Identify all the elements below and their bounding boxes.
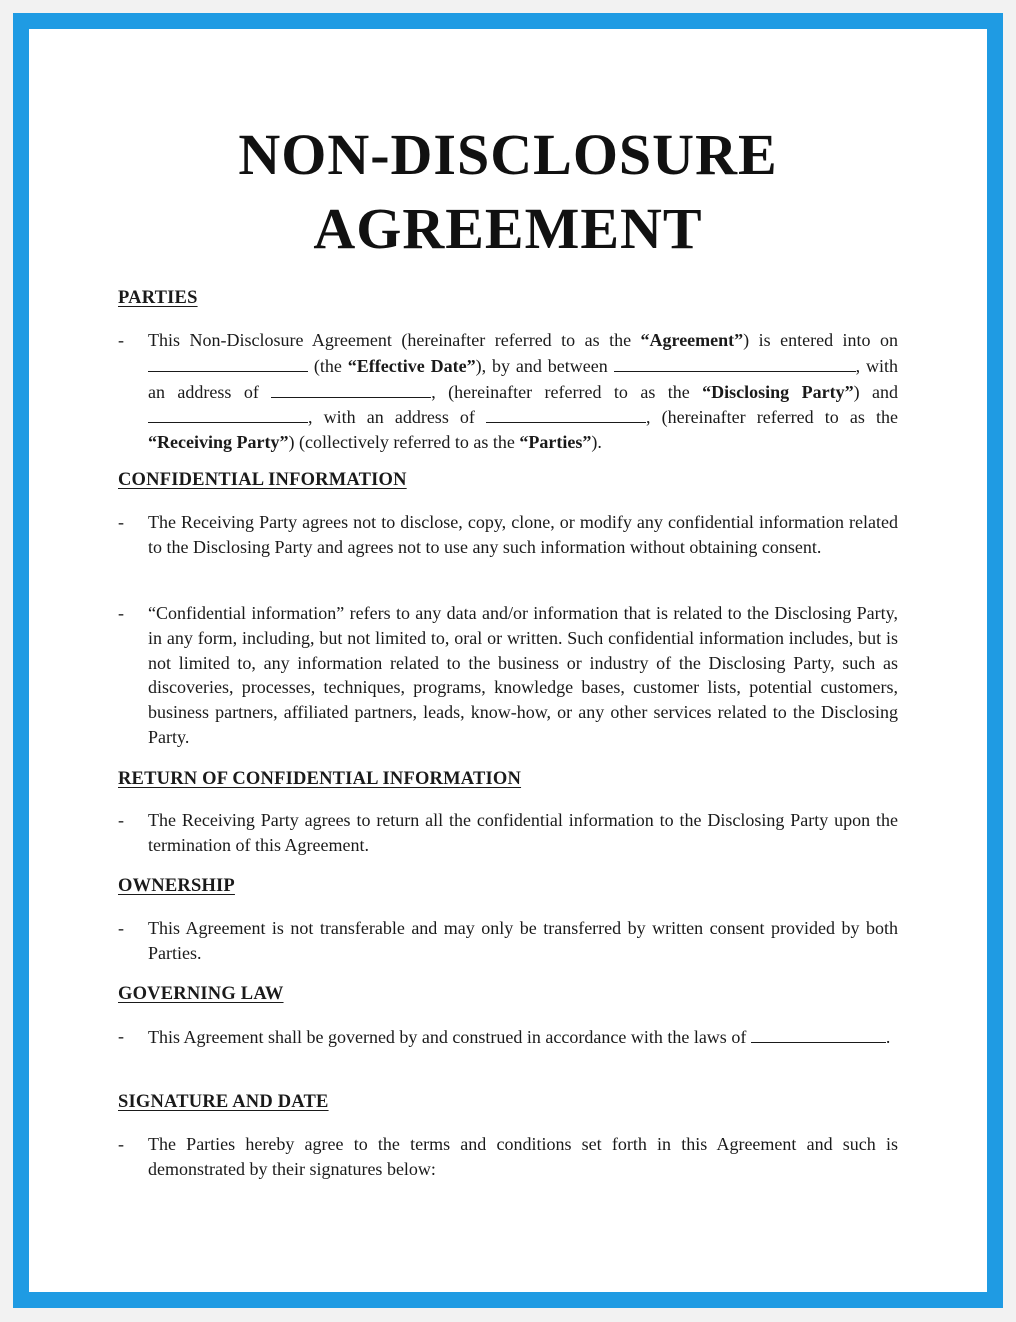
heading-ownership: OWNERSHIP [118, 876, 235, 896]
ownership-text: This Agreement is not transferable and may only be transferred by written consent provided by both Parties. [148, 918, 898, 963]
text-run: ), by and between [475, 355, 614, 376]
text-run: ). [591, 432, 602, 453]
text-run: , with an address of [308, 407, 487, 428]
blank-effective-date[interactable] [148, 353, 308, 372]
bullet-dash: - [118, 918, 124, 938]
term-receiving-party: “Receiving Party” [148, 432, 289, 453]
document-title [0, 118, 1016, 266]
governing-paragraph [118, 1024, 898, 1050]
text-run: . [885, 1027, 891, 1047]
heading-signature: SIGNATURE AND DATE [118, 1092, 329, 1112]
confidential-paragraph-2 [118, 601, 898, 750]
bullet-dash: - [118, 1026, 124, 1046]
blank-receiving-party-name[interactable] [148, 404, 308, 423]
return-paragraph [118, 808, 898, 858]
text-run: , (hereinafter referred to as the [646, 407, 898, 428]
blank-governing-law[interactable] [751, 1024, 886, 1043]
heading-governing-law: GOVERNING LAW [118, 984, 284, 1004]
text-run: , (hereinafter referred to as the [431, 381, 703, 402]
return-text: The Receiving Party agrees to return all the confidential information to the Disclosing Party upon the termination of this Agreement. [148, 810, 898, 855]
text-run: ) is entered into on [743, 330, 898, 350]
confidential-paragraph-1 [118, 510, 898, 560]
bullet-dash: - [118, 603, 124, 623]
signature-text: The Parties hereby agree to the terms and conditions set forth in this Agreement and such is demonstrated by their signatures below: [148, 1134, 898, 1179]
parties-paragraph [118, 328, 898, 455]
term-parties: “Parties” [519, 432, 592, 453]
title-line-2: AGREEMENT [313, 196, 703, 261]
term-agreement: “Agreement” [640, 330, 744, 350]
heading-confidential-information: CONFIDENTIAL INFORMATION [118, 470, 407, 490]
term-effective-date: “Effective Date” [347, 355, 476, 376]
ownership-paragraph [118, 916, 898, 966]
bullet-dash: - [118, 810, 124, 830]
text-run: (the [308, 355, 348, 376]
heading-parties: PARTIES [118, 288, 198, 308]
text-run: This Agreement shall be governed by and construed in accordance with the laws of [148, 1027, 751, 1047]
blank-receiving-party-address[interactable] [486, 404, 646, 423]
text-run: , with an address of [148, 355, 898, 402]
confidential-text-2: “Confidential information” refers to any data and/or information that is related to the Disclosing Party, in any form, including, but not limited to, oral or written. Such confidential information includes, but is not limited to, any information related to the business or industry of the Disclosing Party, such as discoveries, processes, techniques, programs, knowledge bases, customer lists, potential customers, business partners, affiliated partners, leads, know-how, or any other services related to the Disclosing Party. [148, 603, 898, 747]
term-disclosing-party: “Disclosing Party” [702, 381, 854, 402]
title-line-1: NON-DISCLOSURE [238, 122, 778, 187]
signature-paragraph [118, 1132, 898, 1182]
bullet-dash: - [118, 1134, 124, 1154]
text-run: ) (collectively referred to as the [288, 432, 520, 453]
blank-disclosing-party-name[interactable] [614, 353, 856, 372]
heading-return: RETURN OF CONFIDENTIAL INFORMATION [118, 769, 522, 789]
text-run: ) and [853, 381, 899, 402]
governing-text [148, 1024, 898, 1050]
bullet-dash: - [118, 330, 124, 350]
blank-disclosing-party-address[interactable] [271, 379, 431, 398]
bullet-dash: - [118, 512, 124, 532]
parties-text [148, 328, 898, 455]
text-run: This Non-Disclosure Agreement (hereinafter referred to as the [148, 330, 641, 350]
confidential-text-1: The Receiving Party agrees not to disclose, copy, clone, or modify any confidential information related to the Disclosing Party and agrees not to use any such information without obtaining consent. [148, 512, 898, 557]
